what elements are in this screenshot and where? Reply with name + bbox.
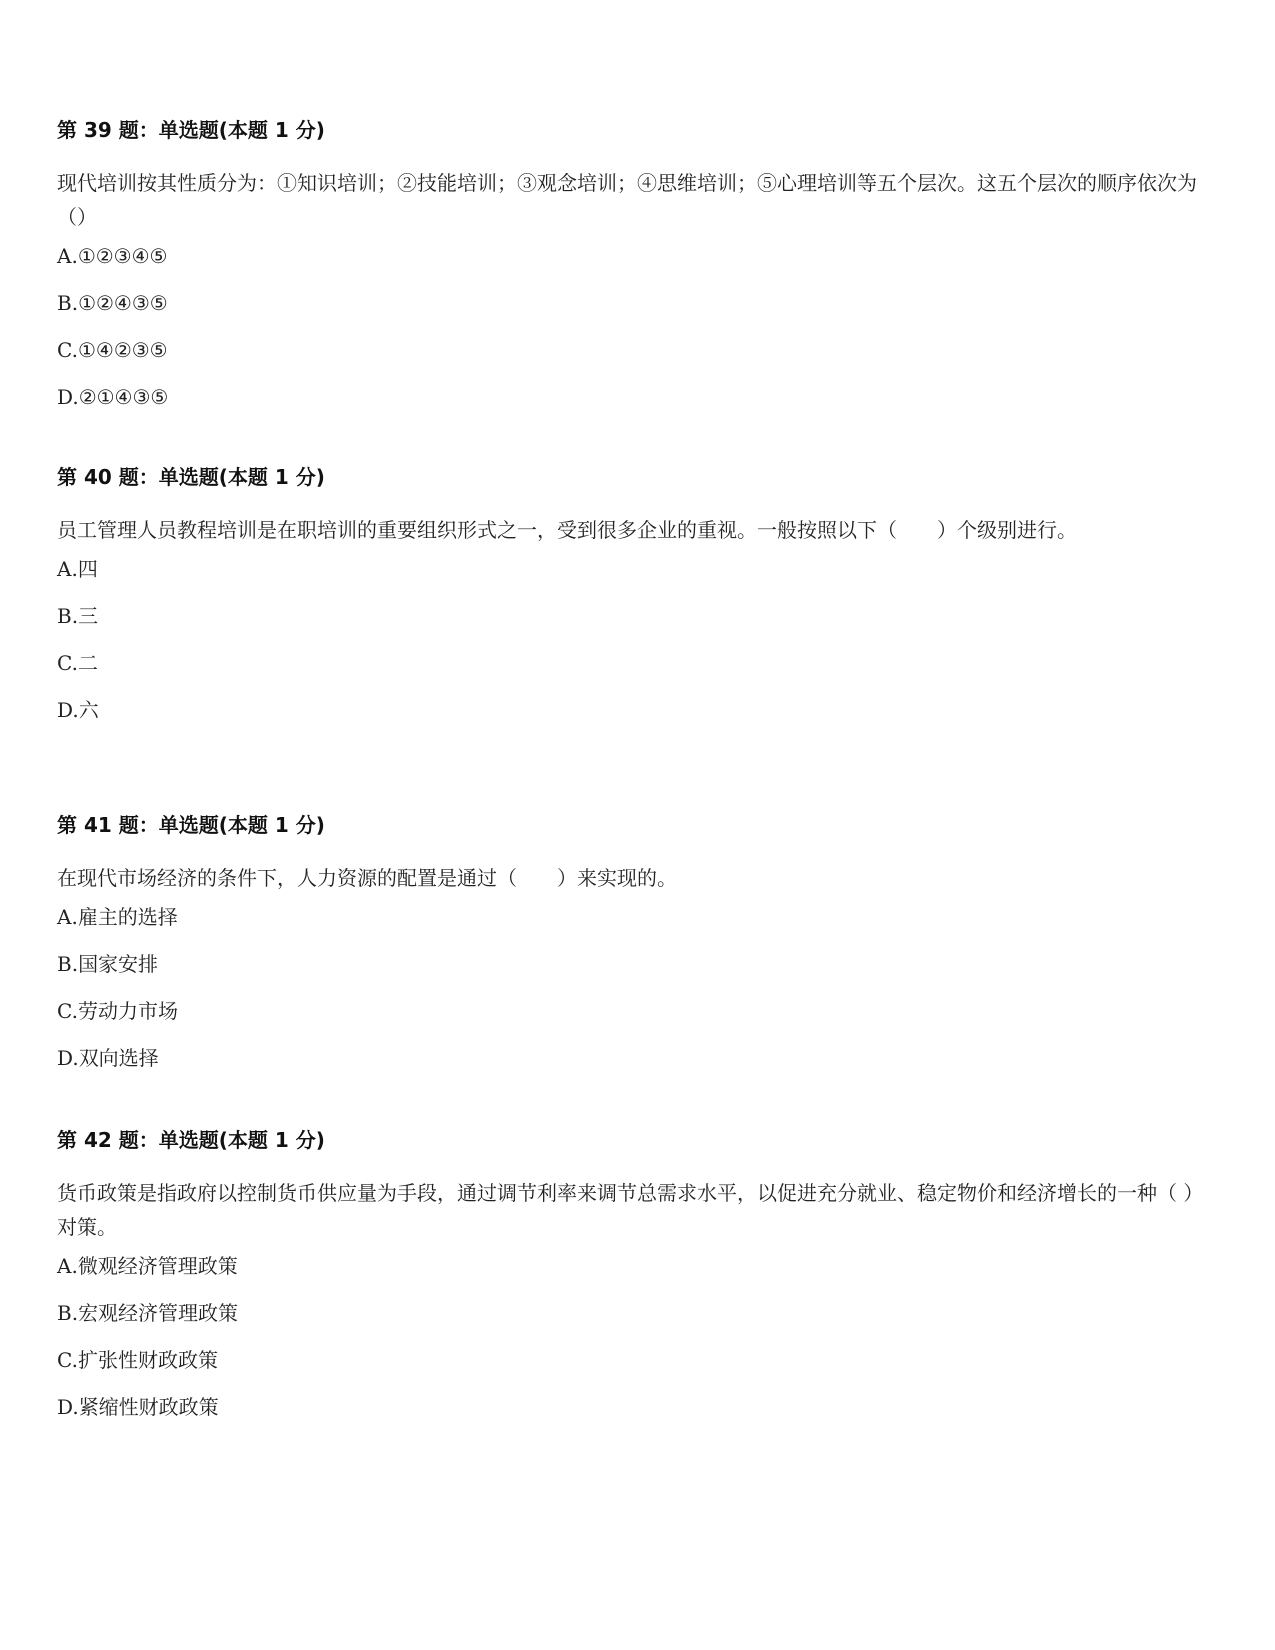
option-text: 宏观经济管理政策 [78, 1301, 239, 1325]
question-stem: 在现代市场经济的条件下，人力资源的配置是通过（ ）来实现的。 [57, 866, 677, 890]
option-text: 国家安排 [78, 952, 159, 976]
option-text: 四 [77, 557, 98, 581]
option-a [57, 903, 1207, 931]
option-b [57, 1299, 1207, 1327]
option-b [57, 289, 1207, 317]
option-d [57, 383, 1207, 411]
option-c [57, 997, 1207, 1025]
option-text: 劳动力市场 [77, 999, 178, 1023]
option-text: 雇主的选择 [77, 905, 178, 929]
option-text: 二 [77, 651, 98, 675]
option-letter: C. [57, 1348, 78, 1372]
option-c [57, 336, 1207, 364]
question-title: 第 40 题：单选题(本题 1 分) [57, 465, 325, 489]
option-text: 紧缩性财政政策 [78, 1395, 219, 1419]
question-stem: 员工管理人员教程培训是在职培训的重要组织形式之一，受到很多企业的重视。一般按照以下（ ）个级别进行。 [57, 518, 1077, 542]
question-title: 第 42 题：单选题(本题 1 分) [57, 1128, 325, 1152]
option-letter: C. [57, 338, 78, 362]
option-text: 六 [78, 698, 99, 722]
option-letter: B. [57, 291, 79, 315]
option-letter: D. [57, 1395, 79, 1419]
option-text: 三 [78, 604, 99, 628]
option-text: 扩张性财政政策 [77, 1348, 218, 1372]
question-40 [57, 463, 1207, 743]
option-text: ②①④③⑤ [78, 385, 169, 409]
option-text: ①②④③⑤ [78, 291, 168, 315]
option-text: 双向选择 [78, 1046, 159, 1070]
option-text: ①②③④⑤ [77, 244, 168, 268]
option-a [57, 1252, 1207, 1280]
option-letter: A. [57, 557, 78, 581]
option-a [57, 555, 1207, 583]
question-title: 第 41 题：单选题(本题 1 分) [57, 813, 325, 837]
option-letter: D. [57, 698, 79, 722]
option-letter: C. [57, 651, 78, 675]
option-c [57, 1346, 1207, 1374]
question-41 [57, 811, 1207, 1091]
option-d [57, 696, 1207, 724]
question-stem: 现代培训按其性质分为：①知识培训；②技能培训；③观念培训；④思维培训；⑤心理培训等五个层次。这五个层次的顺序依次为（） [57, 171, 1197, 229]
option-b [57, 950, 1207, 978]
option-letter: A. [57, 1254, 78, 1278]
option-letter: B. [57, 1301, 79, 1325]
question-title: 第 39 题：单选题(本题 1 分) [57, 118, 325, 142]
option-letter: B. [57, 604, 79, 628]
question-39 [57, 116, 1207, 430]
option-letter: A. [57, 905, 78, 929]
option-a [57, 242, 1207, 270]
question-stem: 货币政策是指政府以控制货币供应量为手段，通过调节利率来调节总需求水平，以促进充分就业、稳定物价和经济增长的一种（ ）对策。 [57, 1181, 1204, 1239]
question-42 [57, 1126, 1207, 1440]
option-letter: B. [57, 952, 79, 976]
option-text: ①④②③⑤ [77, 338, 168, 362]
option-text: 微观经济管理政策 [77, 1254, 238, 1278]
option-d [57, 1393, 1207, 1421]
option-letter: D. [57, 1046, 79, 1070]
option-c [57, 649, 1207, 677]
option-d [57, 1044, 1207, 1072]
option-letter: D. [57, 385, 79, 409]
option-letter: A. [57, 244, 78, 268]
option-letter: C. [57, 999, 78, 1023]
option-b [57, 602, 1207, 630]
